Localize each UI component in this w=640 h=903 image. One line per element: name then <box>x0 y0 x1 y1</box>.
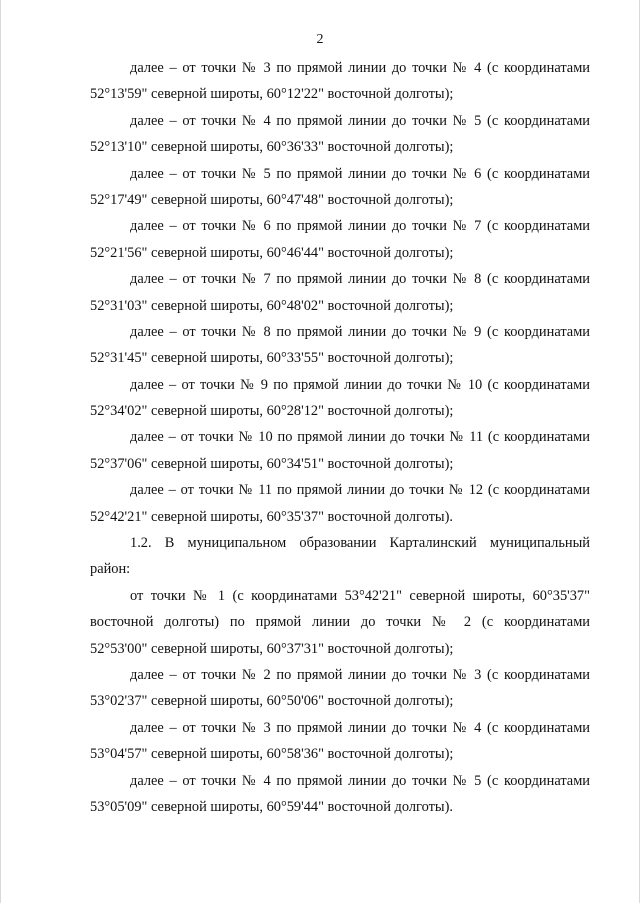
paragraph-line: далее – от точки № 5 по прямой линии до точки № 6 (с координатами <box>130 165 590 182</box>
paragraph-line: 53°02'37" северной широты, 60°50'06" восточной долготы); <box>90 693 454 710</box>
paragraph-1 <box>90 55 590 108</box>
paragraph-line: 1.2. В муниципальном образовании Карталинский муниципальный <box>130 535 590 552</box>
paragraph-line: 53°05'09" северной широты, 60°59'44" восточной долготы). <box>90 798 453 815</box>
paragraph-line: 52°34'02" северной широты, 60°28'12" восточной долготы); <box>90 403 454 420</box>
paragraph-line: далее – от точки № 10 по прямой линии до точки № 11 (с координатами <box>130 429 590 446</box>
paragraph-line: далее – от точки № 8 по прямой линии до точки № 9 (с координатами <box>130 323 590 340</box>
paragraph-line: 52°42'21" северной широты, 60°35'37" восточной долготы). <box>90 508 453 525</box>
paragraph-7 <box>90 372 590 425</box>
paragraph-line: далее – от точки № 9 по прямой линии до точки № 10 (с координатами <box>130 376 590 393</box>
paragraph-13 <box>90 715 590 768</box>
paragraph-line: 52°31'45" северной широты, 60°33'55" восточной долготы); <box>90 350 454 367</box>
paragraph-line: 52°13'59" северной широты, 60°12'22" восточной долготы); <box>90 86 454 103</box>
paragraph-11 <box>90 583 590 662</box>
document-body <box>90 55 590 820</box>
paragraph-line: далее – от точки № 11 по прямой линии до точки № 12 (с координатами <box>130 482 590 499</box>
paragraph-line: далее – от точки № 3 по прямой линии до точки № 4 (с координатами <box>130 719 590 736</box>
paragraph-line: далее – от точки № 6 по прямой линии до точки № 7 (с координатами <box>130 218 590 235</box>
paragraph-line: далее – от точки № 3 по прямой линии до точки № 4 (с координатами <box>130 60 590 76</box>
paragraph-line: далее – от точки № 4 по прямой линии до точки № 5 (с координатами <box>130 772 590 789</box>
paragraph-line: 52°21'56" северной широты, 60°46'44" восточной долготы); <box>90 244 454 261</box>
paragraph-12 <box>90 662 590 715</box>
paragraph-line: район: <box>90 561 131 578</box>
page-left-edge <box>0 0 1 903</box>
paragraph-line: 52°17'49" северной широты, 60°47'48" восточной долготы); <box>90 191 454 208</box>
paragraph-line: далее – от точки № 2 по прямой линии до точки № 3 (с координатами <box>130 666 590 683</box>
paragraph-line: далее – от точки № 7 по прямой линии до точки № 8 (с координатами <box>130 271 590 288</box>
paragraph-8 <box>90 424 590 477</box>
paragraph-3 <box>90 161 590 214</box>
paragraph-5 <box>90 266 590 319</box>
paragraph-6 <box>90 319 590 372</box>
paragraph-line: 53°04'57" северной широты, 60°58'36" восточной долготы); <box>90 746 454 763</box>
paragraph-line: 52°53'00" северной широты, 60°37'31" восточной долготы); <box>90 640 454 657</box>
paragraph-9 <box>90 477 590 530</box>
page-number: 2 <box>316 32 324 47</box>
paragraph-line: 52°13'10" северной широты, 60°36'33" восточной долготы); <box>90 139 454 156</box>
paragraph-line: от точки № 1 (с координатами 53°42'21" северной широты, 60°35'37" <box>130 587 590 604</box>
paragraph-2 <box>90 108 590 161</box>
paragraph-line: далее – от точки № 4 по прямой линии до точки № 5 (с координатами <box>130 112 590 129</box>
paragraph-line: 52°37'06" северной широты, 60°34'51" восточной долготы); <box>90 455 454 472</box>
paragraph-line: восточной долготы) по прямой линии до точки № 2 (с координатами <box>90 614 590 631</box>
paragraph-14 <box>90 768 590 821</box>
paragraph-line: 52°31'03" северной широты, 60°48'02" восточной долготы); <box>90 297 454 314</box>
section-heading-1-2 <box>90 530 590 583</box>
paragraph-4 <box>90 213 590 266</box>
